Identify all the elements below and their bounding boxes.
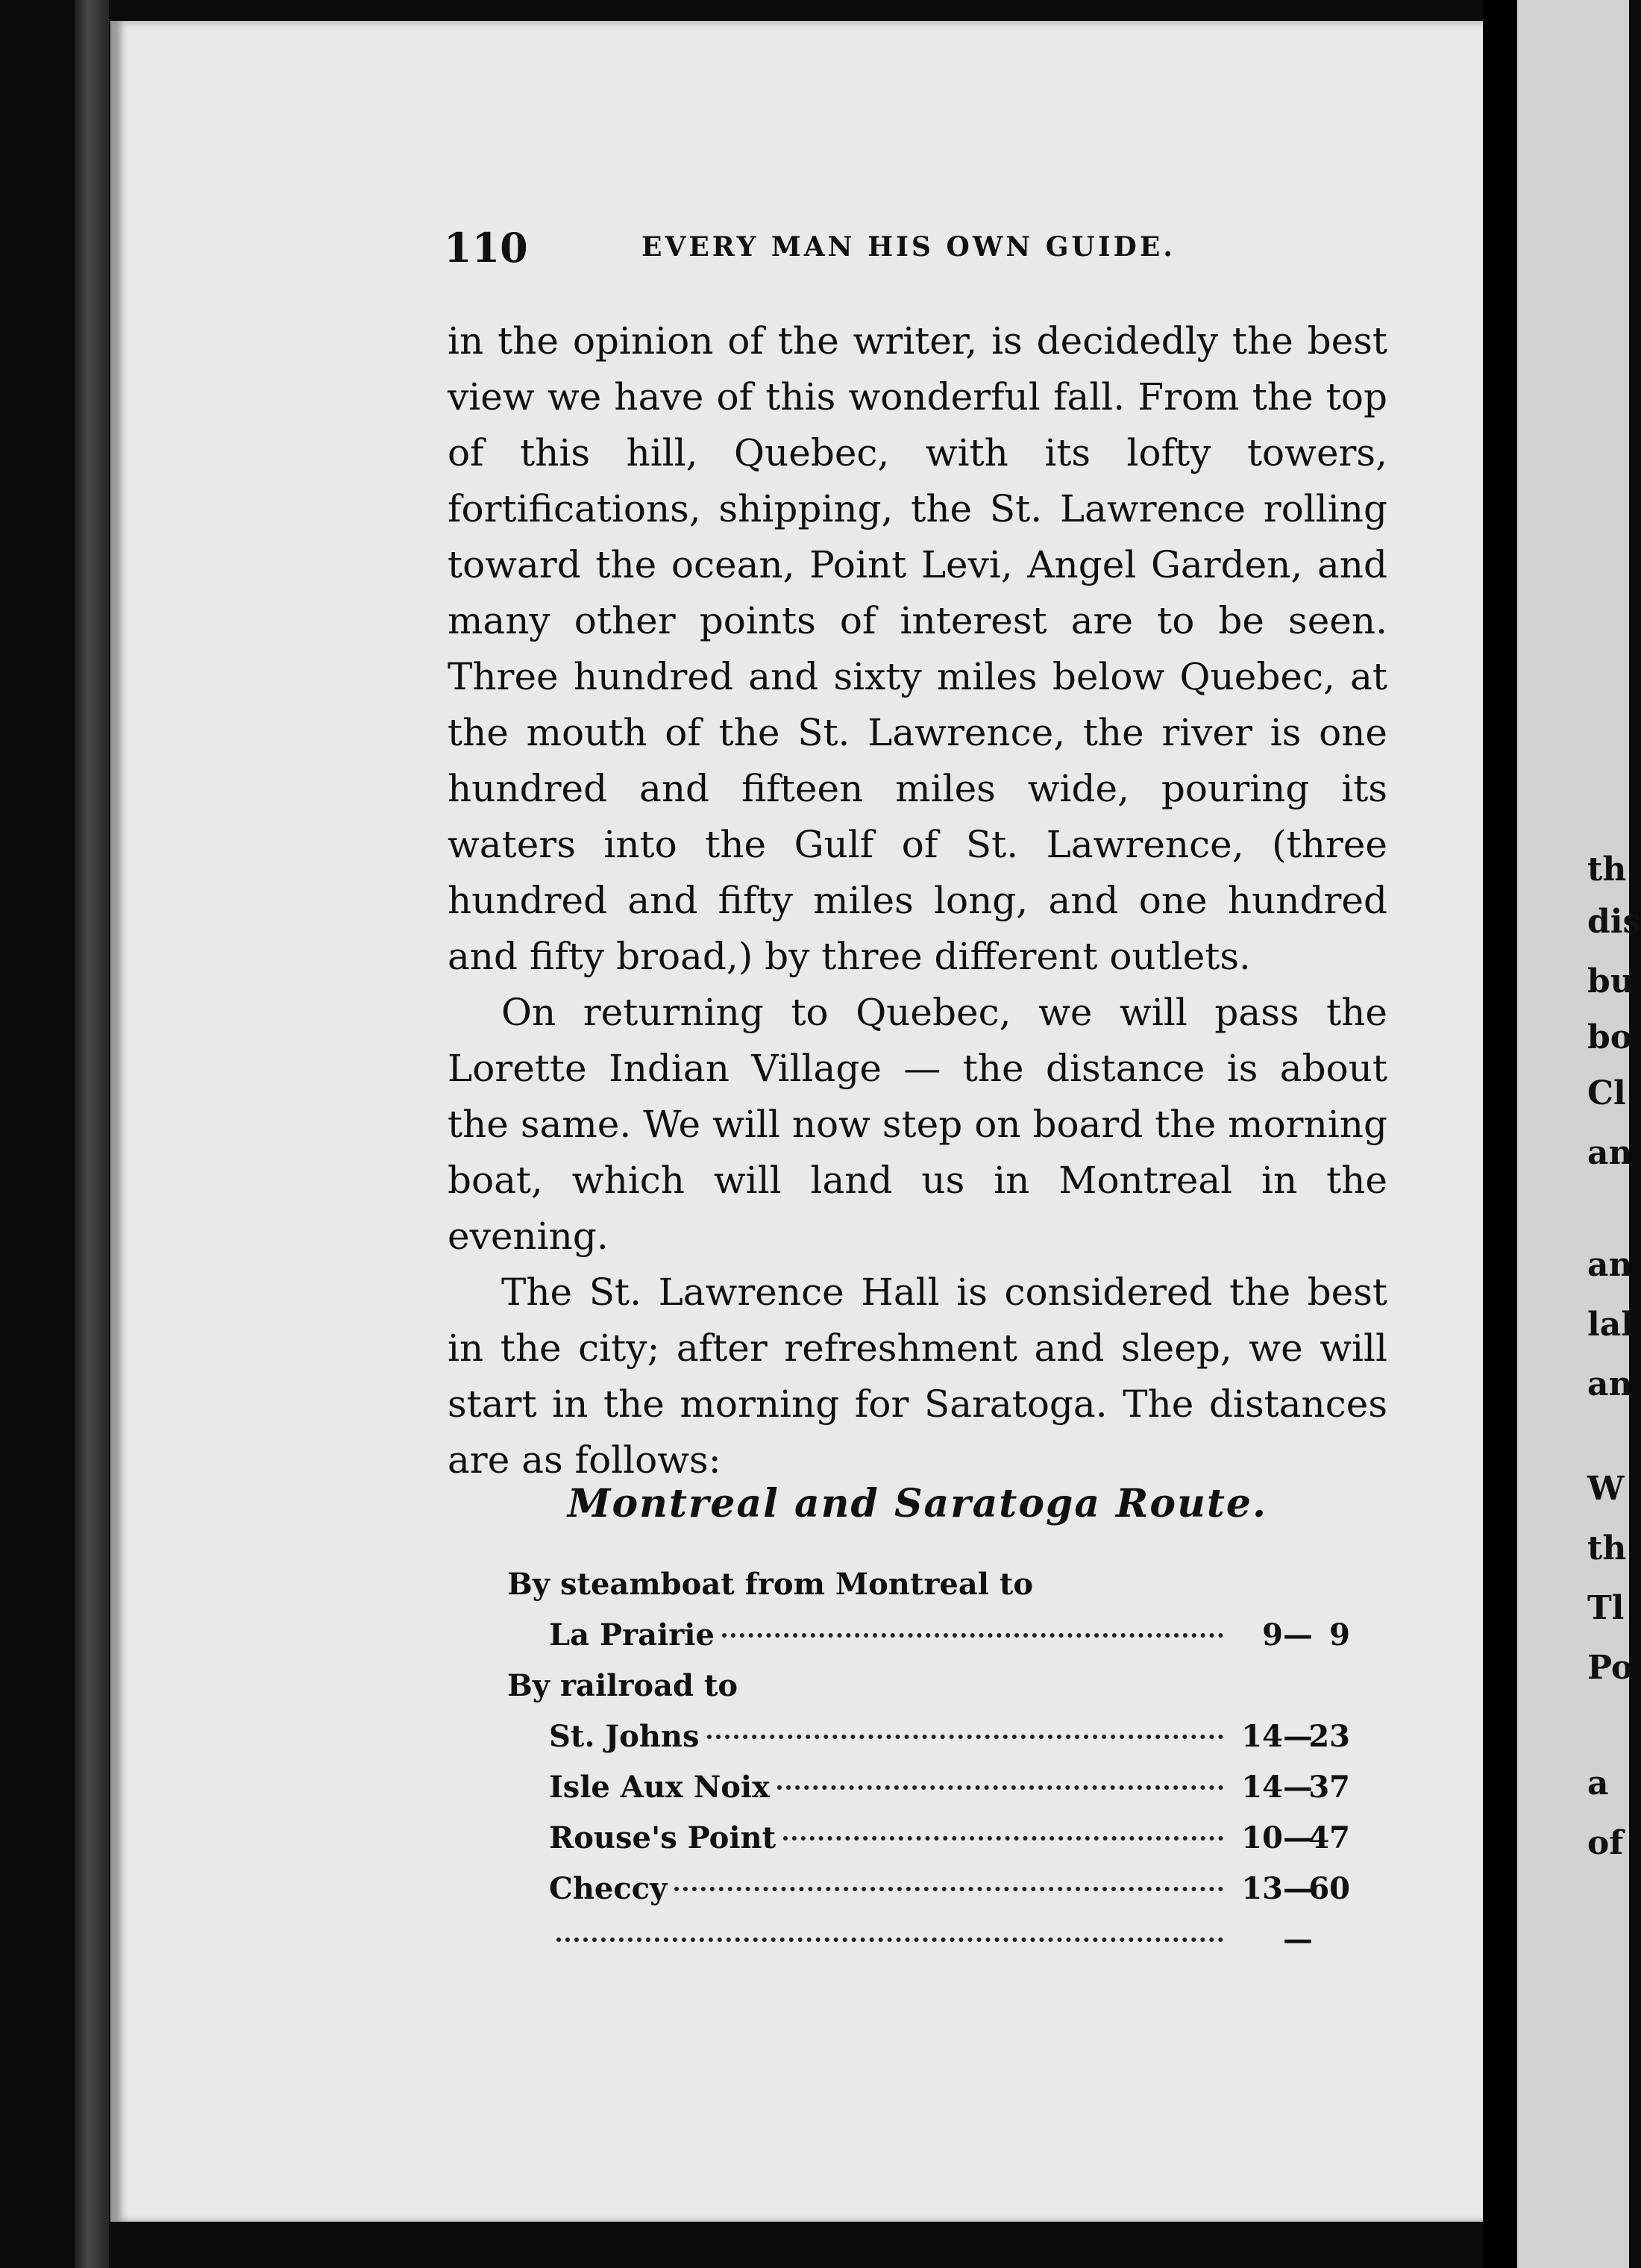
stop-distance: 9 [1262,1617,1283,1653]
facing-page-fragment: lal [1587,1306,1634,1344]
paragraph: On returning to Quebec, we will pass the Lorette Indian Village — the distance is about the same. We will now step on board the morning boat, which will land us in Montreal in the evening. [448,991,1387,1258]
route-table-title: Montreal and Saratoga Route. [567,1481,1268,1526]
stop-distance: 14 [1241,1719,1283,1754]
paragraph: The St. Lawrence Hall is considered the best in the city; after refreshment and sleep, we will start in the morning for Saratoga. The distances are as follows: [448,1271,1387,1482]
facing-page-fragment: bu [1587,962,1634,1000]
route-stop-row [507,1610,1350,1661]
stop-cumulative-distance: 23 [1308,1719,1350,1754]
stop-name: La Prairie [549,1617,715,1653]
stop-name: Isle Aux Noix [549,1770,770,1805]
dash-separator: — [1283,1871,1313,1906]
page-gutter [1483,0,1517,2268]
facing-page-fragment: an [1587,1365,1633,1403]
stop-distance: 13 [1241,1871,1283,1906]
dash-separator: — [1283,1820,1313,1855]
stop-name: St. Johns [549,1719,700,1754]
dot-leader [777,1785,1223,1790]
route-stop-row [507,1864,1350,1914]
facing-page-fragment: an [1587,1246,1633,1284]
stop-cumulative-distance: 47 [1308,1820,1350,1855]
route-distance-table [507,1559,1350,1965]
stop-cumulative-distance: 60 [1308,1871,1350,1906]
stop-cumulative-distance: 37 [1308,1770,1350,1805]
dash-separator: — [1283,1922,1313,1957]
stop-distance: 10 [1241,1820,1283,1855]
dot-leader [783,1836,1223,1841]
facing-page-fragment: of [1587,1824,1624,1862]
facing-page-fragment: Tl [1587,1589,1625,1627]
facing-page-fragment: W [1587,1470,1625,1508]
dot-leader [707,1735,1223,1739]
facing-page-fragment: dis [1587,903,1641,941]
facing-page-fragment: Cl [1587,1074,1626,1112]
stop-name: Checcy [549,1871,668,1906]
dot-leader [674,1887,1223,1891]
facing-page-fragment: Po [1587,1649,1634,1687]
page-header [444,224,1503,284]
stop-cumulative-distance: 9 [1329,1617,1350,1653]
route-stop-row [507,1711,1350,1762]
book-binding-edge [75,0,109,2268]
page-number: 110 [444,224,528,272]
dash-separator: — [1283,1719,1313,1754]
route-stop-row [507,1813,1350,1864]
facing-page-fragment: a [1587,1764,1609,1802]
dash-separator: — [1283,1617,1313,1653]
facing-page-fragment: bo [1587,1018,1633,1056]
stop-distance: 14 [1241,1770,1283,1805]
running-head: EVERY MAN HIS OWN GUIDE. [641,231,1176,263]
facing-page-fragment: th [1587,850,1627,889]
facing-page-fragment: an [1587,1134,1633,1172]
dot-leader [722,1633,1223,1638]
route-group-label: By steamboat from Montreal to [507,1567,1034,1602]
stop-name: Rouse's Point [549,1820,776,1855]
route-stop-row [507,1762,1350,1813]
body-text [448,313,1387,1488]
route-group-label: By railroad to [507,1668,738,1703]
route-stop-row [507,1914,1350,1965]
dash-separator: — [1283,1770,1313,1805]
paragraph: in the opinion of the writer, is decidedly the best view we have of this wonderful fall. From the top of this hill, Quebec, with its lofty towers, fortifications, shipping, the St. Lawrence rolling toward the ocean, Point Levi, Angel Garden, and many other points of interest are to be seen. Three hundred and sixty miles below Quebec, at the mouth of the St. Lawrence, the river is one hundred and fifteen miles wide, pouring its waters into the Gulf of St. Lawrence, (three hundred and fifty miles long, and one hundred and fifty broad,) by three different outlets. [448,319,1387,978]
facing-page-fragment: th [1587,1529,1627,1567]
dot-leader [556,1937,1223,1942]
